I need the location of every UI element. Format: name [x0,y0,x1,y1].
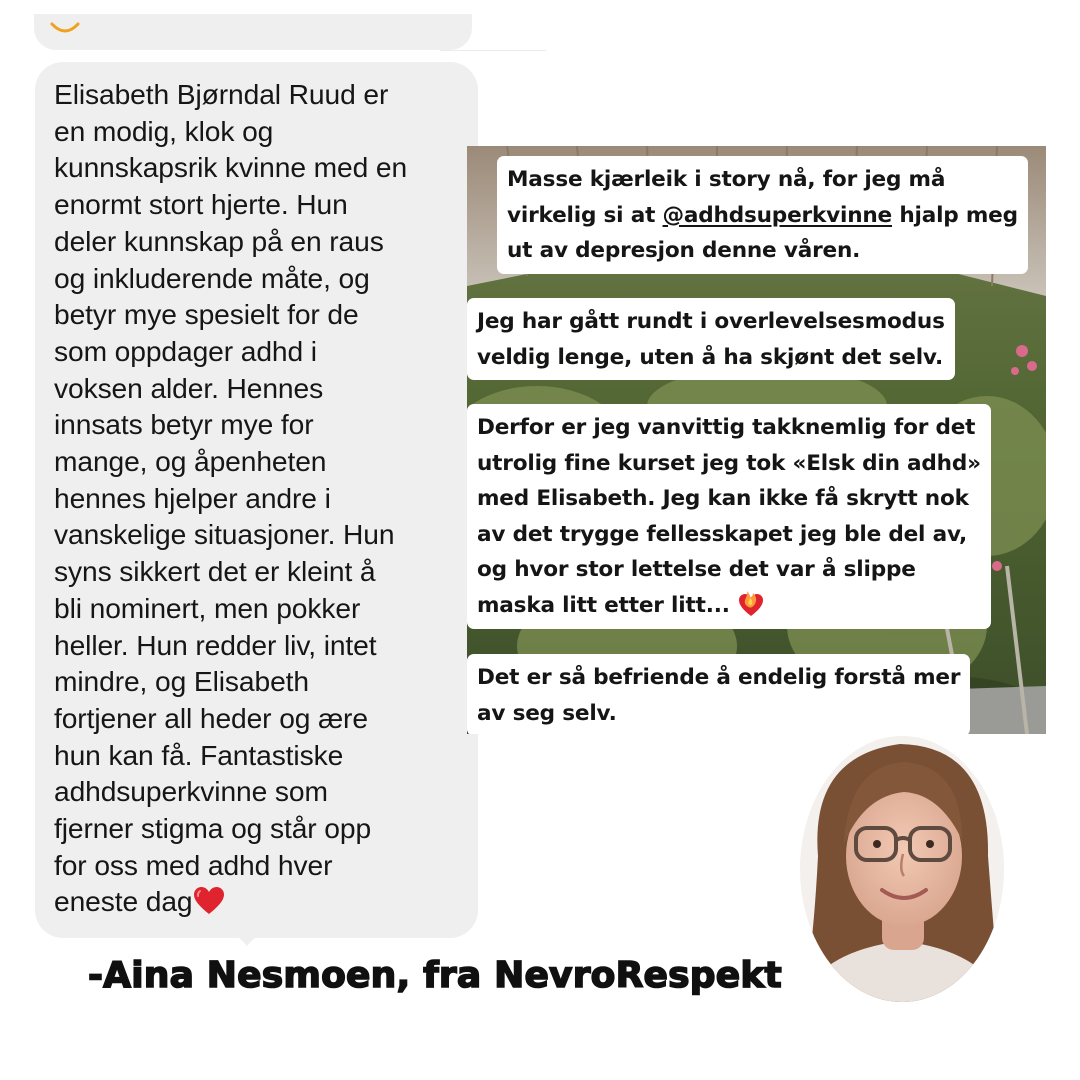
caption-line: Masse kjærleik i story nå, for jeg må [507,167,946,192]
caption-line: virkelig si at @adhdsuperkvinne hjalp meg [507,202,1018,228]
message-line: for oss med adhd hver [54,848,333,881]
message-line: vanskelige situasjoner. Hun [54,518,395,551]
message-line: fortjener all heder og ære [54,701,368,734]
story-screenshot [467,146,1046,734]
message-line: mange, og åpenheten [54,445,327,478]
mention-link[interactable]: @adhdsuperkvinne [662,202,892,228]
message-line: og inkluderende måte, og [54,261,370,294]
message-line: kunnskapsrik kvinne med en [54,151,408,184]
message-line: betyr mye spesielt for de [54,298,359,331]
message-line: innsats betyr mye for [54,408,314,441]
signature: -Aina Nesmoen, fra NevroRespekt [88,955,782,996]
message-line: hun kan få. Fantastiske [54,738,344,771]
message-line: som oppdager adhd i [54,334,317,367]
caption-line: veldig lenge, uten å ha skjønt det selv. [477,344,944,370]
caption-line: og hvor stor lettelse det var å slippe [477,557,916,583]
caption-line: Jeg har gått rundt i overlevelsesmodus [477,309,945,334]
story-caption-4 [467,654,970,734]
message-line: heller. Hun redder liv, intet [54,628,377,661]
heart-on-fire-icon [737,590,765,618]
smile-emoji-icon [48,20,82,38]
message-line: enormt stort hjerte. Hun [54,188,348,221]
message-line: eneste dag [54,885,193,918]
message-line: bli nominert, men pokker [54,591,361,624]
message-bubble [35,62,478,938]
message-line: hennes hjelper andre i [54,481,331,514]
caption-line: av det trygge fellesskapet jeg ble del av, [477,521,968,547]
caption-line: Derfor er jeg vanvittig takknemlig for det [477,415,976,440]
message-line: voksen alder. Hennes [54,371,324,404]
message-line: adhdsuperkvinne som [54,775,328,808]
portrait-photo [800,736,1004,1002]
caption-line: utrolig fine kurset jeg tok «Elsk din adhd» [477,450,981,476]
message-line: Elisabeth Bjørndal Ruud er [54,78,389,110]
story-caption-2 [467,298,955,380]
message-line: syns sikkert det er kleint å [54,555,376,588]
message-line-last [54,883,458,920]
caption-line: av seg selv. [477,700,617,726]
red-heart-icon [193,886,225,916]
message-line: mindre, og Elisabeth [54,665,309,698]
bubble-tail [218,928,276,950]
message-line: fjerner stigma og står opp [54,812,372,845]
story-caption-1 [497,156,1028,274]
previous-message-bubble [34,14,472,50]
message-line: deler kunnskap på en raus [54,224,384,257]
caption-line: Det er så befriende å endelig forstå mer [477,665,961,690]
message-text [54,76,458,920]
story-caption-3 [467,404,991,629]
caption-line: med Elisabeth. Jeg kan ikke få skrytt nok [477,486,969,512]
caption-line: ut av depresjon denne våren. [507,238,861,264]
divider [440,50,546,51]
caption-line: maska litt etter litt... [477,592,730,618]
caption-line-last [477,588,981,624]
message-line: en modig, klok og [54,114,274,147]
